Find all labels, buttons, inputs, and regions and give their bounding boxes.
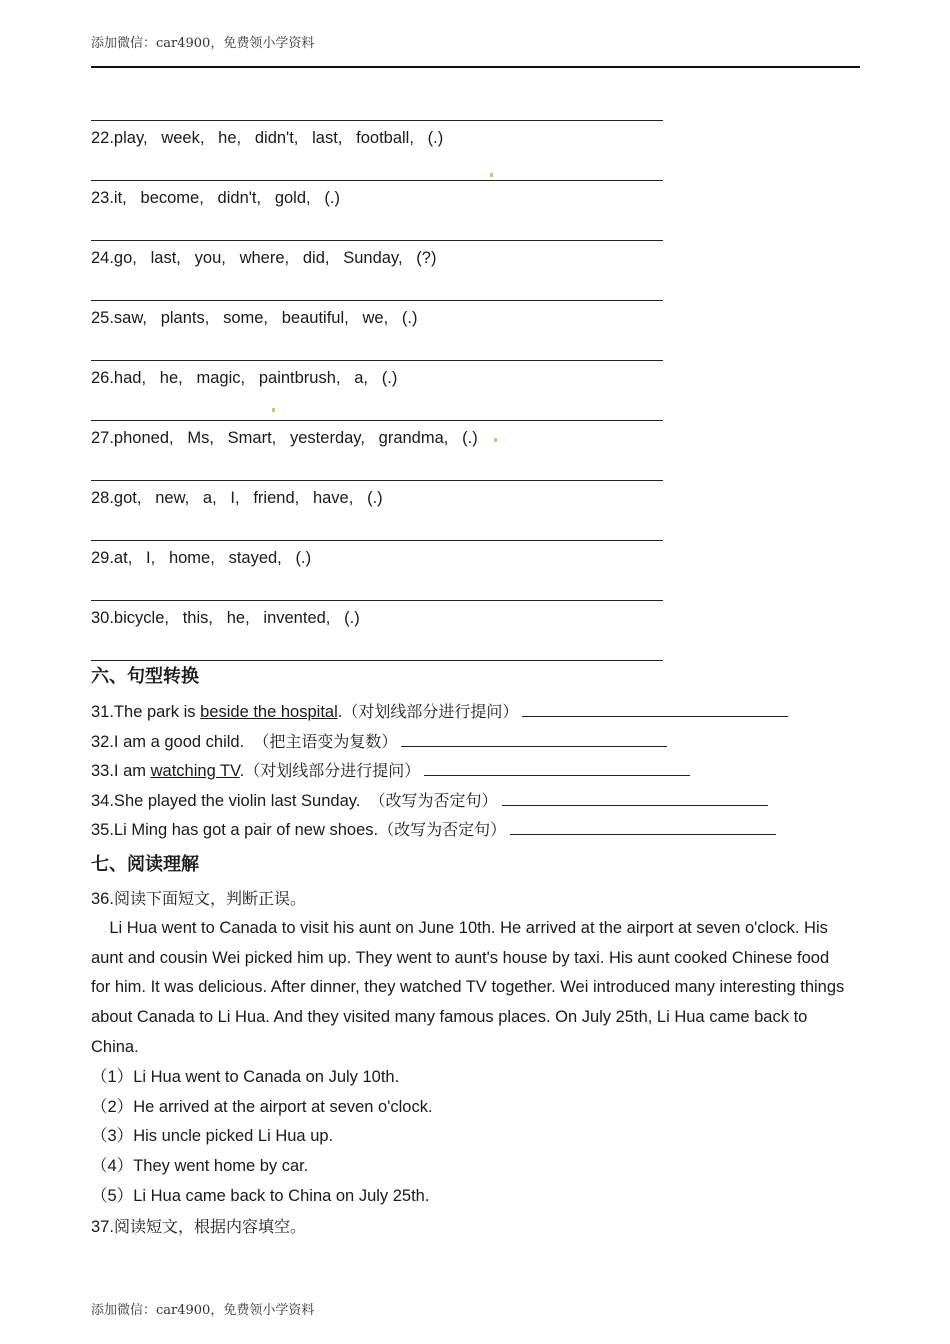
question-29: 29.at, I, home, stayed, (.) bbox=[91, 549, 312, 567]
footer-note: 添加微信：car4900，免费领小学资料 bbox=[91, 1303, 315, 1318]
statement-4: （4）They went home by car. bbox=[91, 1157, 309, 1176]
question-36-instruction: 36.阅读下面短文，判断正误。 bbox=[91, 889, 306, 908]
question-35: 35.Li Ming has got a pair of new shoes.（改写为否定句） bbox=[91, 815, 851, 845]
answer-line[interactable] bbox=[91, 156, 663, 181]
answer-line[interactable] bbox=[91, 216, 663, 241]
question-34: 34.She played the violin last Sunday. （改写为否定句） bbox=[91, 786, 851, 816]
answer-blank[interactable] bbox=[522, 702, 788, 717]
answer-line[interactable] bbox=[91, 636, 663, 661]
answer-line[interactable] bbox=[91, 396, 663, 421]
answer-line[interactable] bbox=[91, 336, 663, 361]
statement-5: （5）Li Hua came back to China on July 25th. bbox=[91, 1186, 430, 1205]
answer-line[interactable] bbox=[91, 576, 663, 601]
answer-blank[interactable] bbox=[510, 820, 776, 835]
answer-line[interactable] bbox=[91, 516, 663, 541]
question-37-instruction: 37.阅读短文，根据内容填空。 bbox=[91, 1216, 306, 1236]
section-title-transform: 六、句型转换 bbox=[91, 666, 199, 687]
question-27: 27.phoned, Ms, Smart, yesterday, grandma, (.) bbox=[91, 429, 478, 447]
question-22: 22.play, week, he, didn't, last, football, (.) bbox=[91, 129, 444, 147]
answer-line[interactable] bbox=[91, 276, 663, 301]
stray-mark bbox=[494, 438, 497, 442]
stray-mark bbox=[490, 173, 493, 177]
statement-2: （2）He arrived at the airport at seven o'clock. bbox=[91, 1097, 433, 1116]
transform-question-list bbox=[91, 697, 851, 845]
reading-block bbox=[91, 884, 851, 1242]
question-25: 25.saw, plants, some, beautiful, we, (.) bbox=[91, 309, 418, 327]
question-33: 33.I am watching TV.（对划线部分进行提问） bbox=[91, 756, 851, 786]
question-23: 23.it, become, didn't, gold, (.) bbox=[91, 189, 340, 207]
statement-3: （3）His uncle picked Li Hua up. bbox=[91, 1127, 334, 1146]
statement-1: （1）Li Hua went to Canada on July 10th. bbox=[91, 1067, 400, 1086]
answer-blank[interactable] bbox=[502, 791, 768, 806]
question-31: 31.The park is beside the hospital.（对划线部分进行提问） bbox=[91, 697, 851, 727]
answer-blank[interactable] bbox=[401, 732, 667, 747]
question-28: 28.got, new, a, I, friend, have, (.) bbox=[91, 489, 383, 507]
question-24: 24.go, last, you, where, did, Sunday, (?) bbox=[91, 249, 437, 267]
header-note: 添加微信：car4900，免费领小学资料 bbox=[91, 36, 315, 51]
question-26: 26.had, he, magic, paintbrush, a, (.) bbox=[91, 369, 398, 387]
unscramble-question-list bbox=[91, 96, 691, 661]
answer-line[interactable] bbox=[91, 96, 663, 121]
section-title-reading: 七、阅读理解 bbox=[91, 854, 199, 875]
reading-passage: Li Hua went to Canada to visit his aunt on June 10th. He arrived at the airport at seven o'clock. His aunt and cousin Wei picked him up. They went to aunt's house by taxi. His aunt cooked Chinese food for him. It was delicious. After dinner, they watched TV together. Wei introduced many interesting things about Canada to Li Hua. And they visited many famous places. On July 25th, Li Hua came back to China. bbox=[91, 918, 849, 1056]
answer-line[interactable] bbox=[91, 456, 663, 481]
answer-blank[interactable] bbox=[424, 761, 690, 776]
question-32: 32.I am a good child. （把主语变为复数） bbox=[91, 727, 851, 757]
stray-mark bbox=[272, 408, 275, 412]
question-30: 30.bicycle, this, he, invented, (.) bbox=[91, 609, 360, 627]
header-rule bbox=[91, 66, 860, 68]
